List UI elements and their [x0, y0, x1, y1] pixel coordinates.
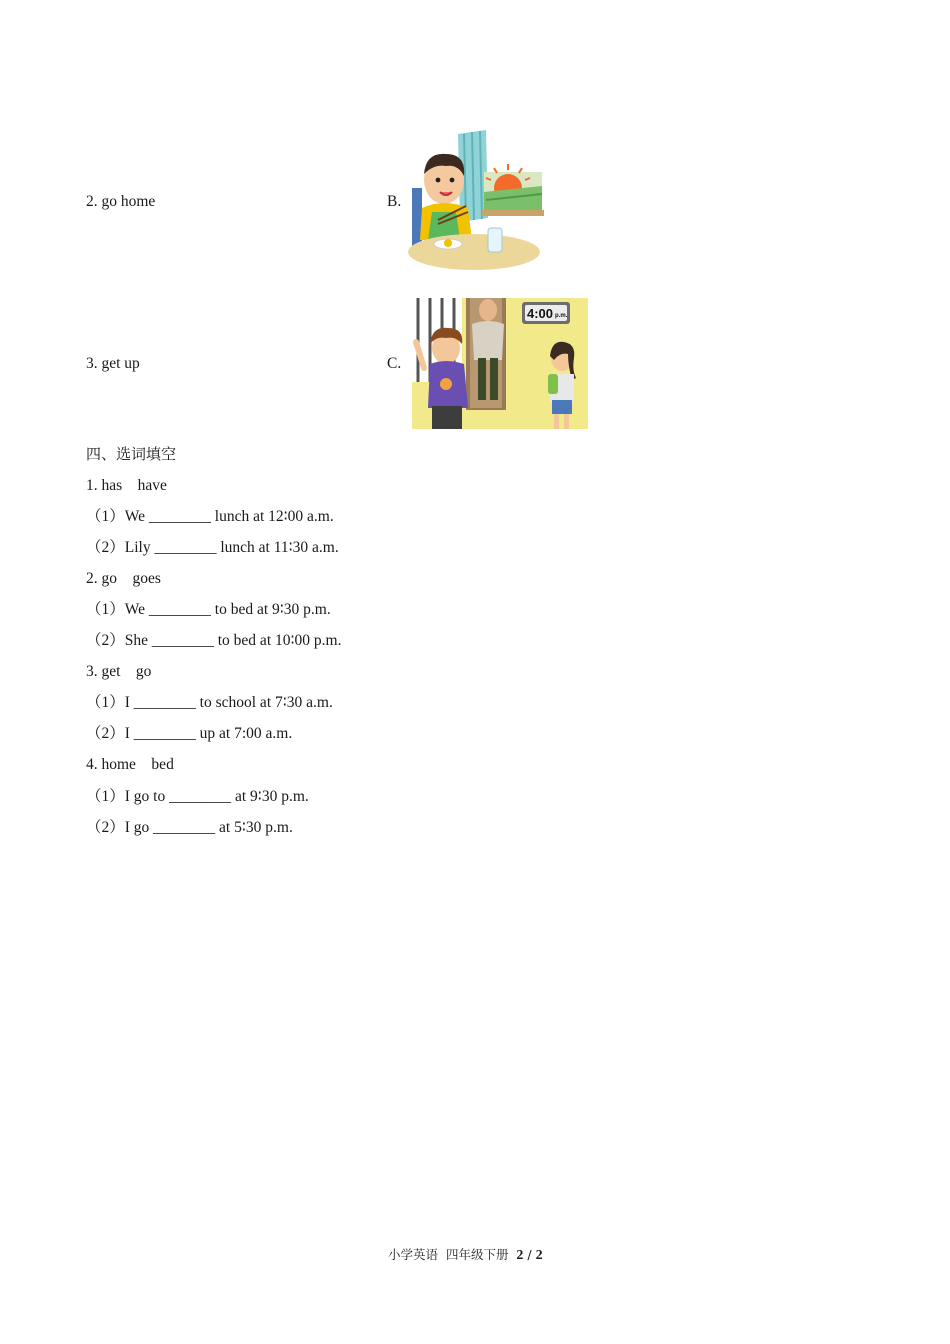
- footer-subject: 小学英语 四年级下册: [388, 1247, 509, 1262]
- group-3-title: 3. get go: [86, 663, 152, 680]
- group-3-item-2: （2）I ________ up at 7:00 a.m.: [86, 725, 293, 742]
- group-3-item-1: （1）I ________ to school at 7∶30 a.m.: [86, 694, 333, 711]
- footer-sep: /: [523, 1247, 536, 1262]
- group-4-title: 4. home bed: [86, 756, 174, 773]
- section-title: 四、选词填空: [86, 445, 177, 463]
- boy-eating-illustration: [408, 128, 548, 270]
- footer-page: 2: [516, 1248, 524, 1263]
- match-right-c: C.: [387, 355, 402, 372]
- group-2-item-2: （2）She ________ to bed at 10∶00 p.m.: [86, 632, 342, 649]
- group-2-title: 2. go goes: [86, 570, 161, 587]
- page-footer: [388, 1245, 543, 1266]
- breakfast-picture: [408, 128, 548, 270]
- group-4-item-1: （1）I go to ________ at 9∶30 p.m.: [86, 788, 309, 805]
- match-left-2: 2. go home: [86, 193, 156, 210]
- group-1-item-1: （1）We ________ lunch at 12∶00 a.m.: [86, 508, 334, 525]
- group-2-item-1: （1）We ________ to bed at 9∶30 p.m.: [86, 601, 331, 618]
- group-4-item-2: （2）I go ________ at 5∶30 p.m.: [86, 819, 293, 836]
- match-left-3: 3. get up: [86, 355, 140, 372]
- afternoon-picture: [412, 298, 588, 429]
- group-1-title: 1. has have: [86, 477, 167, 494]
- clock-suffix: p.m.: [555, 313, 568, 319]
- footer-total: 2: [535, 1248, 543, 1263]
- group-1-item-2: （2）Lily ________ lunch at 11∶30 a.m.: [86, 539, 339, 556]
- children-home-illustration: [412, 298, 588, 429]
- match-right-b: B.: [387, 193, 402, 210]
- clock-time: 4:00: [527, 306, 554, 321]
